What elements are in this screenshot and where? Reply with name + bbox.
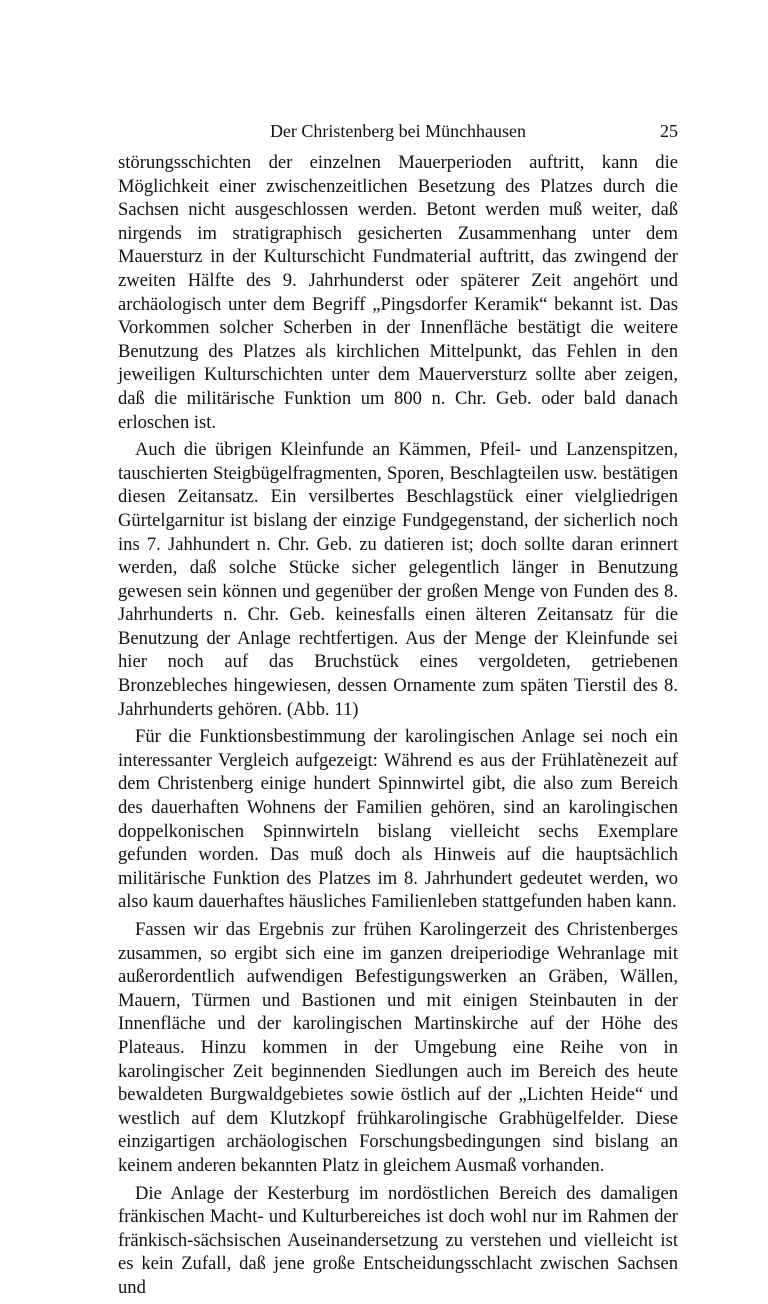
- paragraph-1: störungsschichten der einzelnen Mauerperioden auftritt, kann die Möglichkeit einer zwischenzeitlichen Besetzung des Platzes durch die Sachsen nicht ausgeschlossen werden. Betont werden muß weiter, daß nirgends im stratigraphisch gesicherten Zusammenhang unter dem Mauersturz in der Kulturschicht Fundmaterial auftritt, das zwingend der zweiten Hälfte des 9. Jahrhunderst oder späterer Zeit angehört und archäologisch unter dem Begriff „Pingsdorfer Keramik“ bekannt ist. Das Vorkommen solcher Scherben in der Innenfläche bestätigt die weitere Benutzung des Platzes als kirchlichen Mittelpunkt, das Fehlen in den jeweiligen Kulturschichten unter dem Mauerversturz sollte aber zeigen, daß die militärische Funktion um 800 n. Chr. Geb. oder bald danach erloschen ist.: [118, 152, 678, 433]
- paragraph-4: Fassen wir das Ergebnis zur frühen Karolingerzeit des Christenberges zusammen, so ergibt sich eine im ganzen dreiperiodige Wehranlage mit außerordentlich aufwendigen Befestigungswerken an Gräben, Wällen, Mauern, Türmen und Bastionen und mit einigen Steinbauten in der Innenfläche und der karolingischen Martinskirche auf der Höhe des Plateaus. Hinzu kommen in der Umgebung eine Reihe von in karolingischer Zeit beginnenden Siedlungen auch im Bereich des heute bewaldeten Burgwaldgebietes sowie östlich auf der „Lichten Heide“ und westlich auf dem Klutzkopf frühkarolingische Grabhügelfelder. Diese einzigartigen archäologischen Forschungsbedingungen sind bislang an keinem anderen bekannten Platz in gleichem Ausmaß vorhanden.: [118, 919, 678, 1176]
- running-title: Der Christenberg bei Münchhausen: [269, 121, 527, 141]
- paragraph-3: Für die Funktionsbestimmung der karolingischen Anlage sei noch ein interessanter Vergleich aufgezeigt: Während es aus der Frühlatènezeit auf dem Christenberg einige hundert Spinnwirtel gibt, die also zum Bereich des dauerhaften Wohnens der Familien gehören, sind an karolingischen doppelkonischen Spinnwirteln bislang vielleicht sechs Exemplare gefunden worden. Das muß doch als Hinweis auf die hauptsächlich militärische Funktion des Platzes im 8. Jahrhundert gedeutet werden, wo also kaum dauerhaftes häusliches Familienleben stattgefunden haben kann.: [118, 726, 678, 913]
- paragraph-2: Auch die übrigen Kleinfunde an Kämmen, Pfeil- und Lanzenspitzen, tauschierten Steigbügelfragmenten, Sporen, Beschlagteilen usw. bestätigen diesen Zeitansatz. Ein versilbertes Beschlagstück einer vielgliedrigen Gürtelgarnitur ist bislang der einzige Fundgegenstand, der sicherlich noch ins 7. Jahhundert n. Chr. Geb. zu datieren ist; doch sollte daran erinnert werden, daß solche Stücke sicher gelegentlich länger in Benutzung gewesen sein können und gegenüber der großen Menge von Funden des 8. Jahrhunderts n. Chr. Geb. keinesfalls einen älteren Zeitansatz für die Benutzung der Anlage rechtfertigen. Aus der Menge der Kleinfunde sei hier noch auf das Bruchstück eines vergoldeten, getriebenen Bronzebleches hingewiesen, dessen Ornamente zum späten Tierstil des 8. Jahrhunderts gehören. (Abb. 11): [118, 439, 678, 720]
- page-header: [118, 121, 678, 145]
- paragraph-5: Die Anlage der Kesterburg im nordöstlichen Bereich des damaligen fränkischen Macht- und Kulturbereiches ist doch wohl nur im Rahmen der fränkisch-sächsischen Auseinandersetzung zu verstehen und vielleicht ist es kein Zufall, daß jene große Entscheidungsschlacht zwischen Sachsen und: [118, 1182, 678, 1298]
- page-number: 25: [660, 121, 678, 141]
- body-text: [118, 151, 678, 1304]
